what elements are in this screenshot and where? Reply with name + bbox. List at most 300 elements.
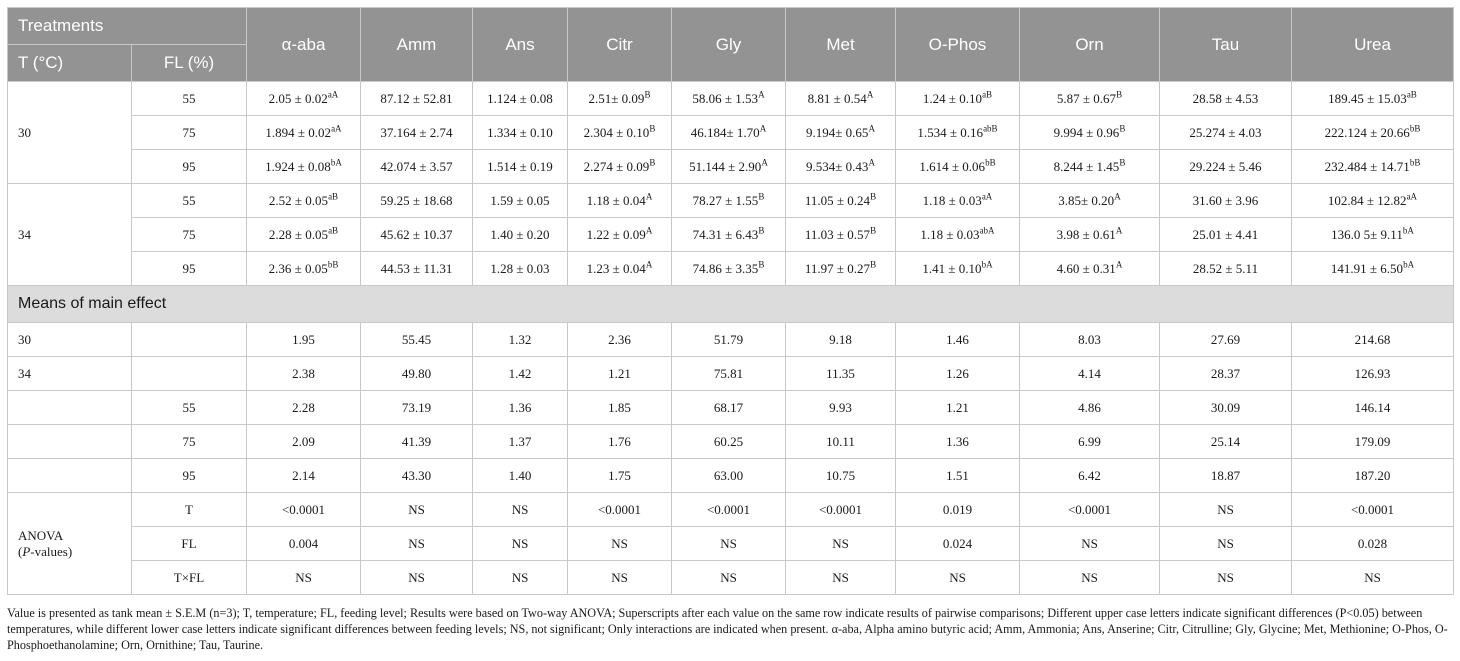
value-text: 11.05 ± 0.24 — [804, 192, 871, 208]
value-text: 1.23 ± 0.04 — [586, 260, 646, 276]
value-text: 46.184± 1.70 — [690, 124, 760, 140]
value-cell: 51.79 — [672, 323, 786, 357]
value-cell — [1160, 218, 1292, 252]
header-treatments: Treatments — [8, 8, 247, 45]
value-cell — [896, 184, 1020, 218]
value-cell: 10.75 — [786, 459, 896, 493]
table-row — [8, 357, 1454, 391]
value-cell — [1160, 252, 1292, 286]
superscript-letters: bA — [981, 259, 993, 270]
value-text: 2.274 ± 0.09 — [583, 158, 650, 174]
value-text: 1.18 ± 0.03 — [920, 226, 980, 242]
value-text: 2.28 ± 0.05 — [268, 226, 329, 242]
value-cell — [672, 218, 786, 252]
fl-cell: 55 — [132, 391, 247, 425]
section-title: Means of main effect — [8, 286, 1454, 323]
value-text: 5.87 ± 0.67 — [1056, 90, 1117, 106]
value-cell — [473, 252, 568, 286]
header-col-amm: Amm — [361, 8, 473, 82]
value-cell — [672, 116, 786, 150]
value-cell — [1020, 184, 1160, 218]
superscript-letters: B — [758, 225, 765, 236]
value-cell: 2.09 — [247, 425, 361, 459]
value-cell: 11.35 — [786, 357, 896, 391]
value-cell — [786, 252, 896, 286]
value-text: 1.22 ± 0.09 — [586, 226, 646, 242]
fl-cell: 95 — [132, 150, 247, 184]
value-text: 232.484 ± 14.71 — [1324, 158, 1410, 174]
value-cell: 28.37 — [1160, 357, 1292, 391]
value-cell: 1.21 — [896, 391, 1020, 425]
value-text: 8.244 ± 1.45 — [1053, 158, 1120, 174]
p-value-cell: <0.0001 — [247, 493, 361, 527]
value-cell — [1292, 184, 1454, 218]
value-text: 51.144 ± 2.90 — [689, 158, 762, 174]
value-cell — [473, 150, 568, 184]
value-cell — [672, 252, 786, 286]
p-value-cell: NS — [568, 561, 672, 595]
header-col-citr: Citr — [568, 8, 672, 82]
value-text: 44.53 ± 11.31 — [380, 260, 453, 276]
value-text: 1.124 ± 0.08 — [487, 90, 553, 106]
value-cell: 1.75 — [568, 459, 672, 493]
header-col-urea: Urea — [1292, 8, 1454, 82]
value-text: 102.84 ± 12.82 — [1327, 192, 1407, 208]
value-cell: 187.20 — [1292, 459, 1454, 493]
p-value-cell: NS — [473, 493, 568, 527]
superscript-letters: B — [758, 259, 765, 270]
value-text: 11.03 ± 0.57 — [804, 226, 871, 242]
table-row — [8, 391, 1454, 425]
superscript-letters: aB — [1406, 89, 1417, 100]
p-value-cell: 0.004 — [247, 527, 361, 561]
superscript-letters: bA — [1403, 259, 1415, 270]
value-cell: 43.30 — [361, 459, 473, 493]
header-col-tau: Tau — [1160, 8, 1292, 82]
value-cell: 1.95 — [247, 323, 361, 357]
p-value-cell: NS — [1160, 527, 1292, 561]
superscript-letters: B — [870, 259, 877, 270]
value-text: 25.01 ± 4.41 — [1192, 226, 1259, 242]
value-cell: 63.00 — [672, 459, 786, 493]
value-cell: 2.28 — [247, 391, 361, 425]
value-cell — [1020, 82, 1160, 116]
temp-cell: 34 — [8, 357, 132, 391]
value-cell — [786, 184, 896, 218]
fl-cell: 75 — [132, 218, 247, 252]
table-row — [8, 184, 1454, 218]
table-row — [8, 150, 1454, 184]
superscript-letters: B — [644, 89, 651, 100]
value-text: 74.31 ± 6.43 — [692, 226, 759, 242]
table-row — [8, 218, 1454, 252]
value-text: 1.334 ± 0.10 — [487, 124, 553, 140]
table-row — [8, 561, 1454, 595]
fl-cell — [132, 323, 247, 357]
value-cell — [361, 150, 473, 184]
value-text: 11.97 ± 0.27 — [804, 260, 871, 276]
value-cell: 8.03 — [1020, 323, 1160, 357]
value-text: 9.534± 0.43 — [806, 158, 869, 174]
value-text: 1.59 ± 0.05 — [490, 192, 550, 208]
value-cell — [568, 218, 672, 252]
value-cell: 10.11 — [786, 425, 896, 459]
value-text: 45.62 ± 10.37 — [380, 226, 453, 242]
superscript-letters: abB — [983, 123, 998, 134]
value-text: 1.924 ± 0.08 — [265, 158, 331, 174]
superscript-letters: aA — [1406, 191, 1418, 202]
p-value-cell: NS — [672, 527, 786, 561]
value-cell: 75.81 — [672, 357, 786, 391]
value-text: 25.274 ± 4.03 — [1189, 124, 1262, 140]
superscript-letters: aA — [981, 191, 993, 202]
header-col-aaba: α-aba — [247, 8, 361, 82]
value-cell — [1160, 82, 1292, 116]
value-cell — [786, 150, 896, 184]
p-value-cell: <0.0001 — [786, 493, 896, 527]
value-cell — [1020, 218, 1160, 252]
value-cell: 25.14 — [1160, 425, 1292, 459]
header-col-gly: Gly — [672, 8, 786, 82]
superscript-letters: aB — [328, 225, 339, 236]
amino-acid-table — [7, 7, 1454, 595]
value-cell: 60.25 — [672, 425, 786, 459]
fl-cell: 95 — [132, 459, 247, 493]
value-cell: 1.32 — [473, 323, 568, 357]
value-text: 222.124 ± 20.66 — [1324, 124, 1410, 140]
value-text: 1.18 ± 0.03 — [922, 192, 982, 208]
superscript-letters: A — [1114, 191, 1121, 202]
p-value-cell: NS — [1020, 561, 1160, 595]
value-cell: 1.37 — [473, 425, 568, 459]
value-text: 1.28 ± 0.03 — [490, 260, 550, 276]
fl-cell — [132, 357, 247, 391]
value-cell — [1160, 150, 1292, 184]
table-row — [8, 82, 1454, 116]
anova-label-line1: ANOVA — [18, 527, 64, 543]
value-cell: 30.09 — [1160, 391, 1292, 425]
table-row — [8, 459, 1454, 493]
value-cell — [247, 150, 361, 184]
value-cell: 73.19 — [361, 391, 473, 425]
value-cell: 1.51 — [896, 459, 1020, 493]
p-value-cell: NS — [568, 527, 672, 561]
value-cell: 55.45 — [361, 323, 473, 357]
p-value-cell: 0.024 — [896, 527, 1020, 561]
value-cell: 1.26 — [896, 357, 1020, 391]
superscript-letters: B — [1119, 123, 1126, 134]
temp-cell: 34 — [8, 184, 132, 286]
header-col-ans: Ans — [473, 8, 568, 82]
value-text: 28.58 ± 4.53 — [1192, 90, 1259, 106]
p-value-cell: 0.028 — [1292, 527, 1454, 561]
value-cell: 6.99 — [1020, 425, 1160, 459]
value-text: 9.994 ± 0.96 — [1053, 124, 1120, 140]
p-value-cell: NS — [896, 561, 1020, 595]
value-text: 3.85± 0.20 — [1058, 192, 1115, 208]
value-text: 2.36 ± 0.05 — [268, 260, 328, 276]
header-t: T (°C) — [8, 45, 132, 82]
value-cell: 9.18 — [786, 323, 896, 357]
value-text: 1.24 ± 0.10 — [922, 90, 983, 106]
header-col-met: Met — [786, 8, 896, 82]
value-text: 1.614 ± 0.06 — [919, 158, 986, 174]
value-cell: 49.80 — [361, 357, 473, 391]
superscript-letters: A — [645, 225, 653, 236]
value-cell: 1.85 — [568, 391, 672, 425]
value-cell — [568, 252, 672, 286]
value-text: 37.164 ± 2.74 — [380, 124, 453, 140]
value-cell — [1292, 82, 1454, 116]
value-cell — [568, 116, 672, 150]
value-text: 189.45 ± 15.03 — [1328, 90, 1407, 106]
value-text: 1.41 ± 0.10 — [922, 260, 982, 276]
p-value-cell: <0.0001 — [1020, 493, 1160, 527]
value-cell — [786, 218, 896, 252]
table-body — [8, 82, 1454, 595]
p-value-cell: NS — [1160, 561, 1292, 595]
superscript-letters: bB — [985, 157, 996, 168]
superscript-letters: A — [645, 191, 653, 202]
p-value-cell: NS — [361, 493, 473, 527]
value-cell: 18.87 — [1160, 459, 1292, 493]
value-text: 3.98 ± 0.61 — [1056, 226, 1116, 242]
superscript-letters: aB — [982, 89, 993, 100]
p-value-cell: <0.0001 — [568, 493, 672, 527]
value-cell — [361, 252, 473, 286]
anova-factor: FL — [132, 527, 247, 561]
superscript-letters: aB — [328, 191, 339, 202]
value-text: 2.304 ± 0.10 — [583, 124, 650, 140]
fl-cell: 75 — [132, 116, 247, 150]
value-cell: 1.76 — [568, 425, 672, 459]
p-value-cell: NS — [786, 527, 896, 561]
value-text: 59.25 ± 18.68 — [380, 192, 453, 208]
value-cell: 4.86 — [1020, 391, 1160, 425]
value-text: 78.27 ± 1.55 — [692, 192, 759, 208]
value-text: 136.0 5± 9.11 — [1331, 226, 1403, 242]
value-text: 9.194± 0.65 — [806, 124, 869, 140]
anova-factor: T — [132, 493, 247, 527]
value-cell: 2.38 — [247, 357, 361, 391]
superscript-letters: A — [866, 89, 874, 100]
value-cell: 126.93 — [1292, 357, 1454, 391]
fl-cell: 95 — [132, 252, 247, 286]
value-cell — [473, 218, 568, 252]
value-text: 1.894 ± 0.02 — [265, 124, 332, 140]
table-row — [8, 116, 1454, 150]
superscript-letters: B — [870, 191, 877, 202]
superscript-letters: B — [649, 157, 656, 168]
fl-cell: 75 — [132, 425, 247, 459]
superscript-letters: B — [649, 123, 656, 134]
value-text: 31.60 ± 3.96 — [1192, 192, 1259, 208]
superscript-letters: A — [759, 123, 767, 134]
value-cell — [1160, 184, 1292, 218]
value-cell — [247, 252, 361, 286]
superscript-letters: bB — [1409, 157, 1421, 168]
p-value-cell: NS — [672, 561, 786, 595]
superscript-letters: bA — [330, 157, 342, 168]
temp-cell: 30 — [8, 323, 132, 357]
value-cell — [247, 116, 361, 150]
superscript-letters: B — [870, 225, 877, 236]
anova-label-p: P — [22, 543, 31, 559]
value-text: 74.86 ± 3.35 — [692, 260, 759, 276]
value-cell — [672, 82, 786, 116]
value-cell: 68.17 — [672, 391, 786, 425]
value-cell — [896, 218, 1020, 252]
value-cell: 146.14 — [1292, 391, 1454, 425]
table-row — [8, 493, 1454, 527]
value-cell: 179.09 — [1292, 425, 1454, 459]
value-text: 2.05 ± 0.02 — [268, 90, 328, 106]
value-cell — [473, 184, 568, 218]
header-col-ophos: O-Phos — [896, 8, 1020, 82]
p-value-cell: NS — [247, 561, 361, 595]
anova-label-open: ( — [18, 543, 23, 559]
value-cell — [896, 150, 1020, 184]
superscript-letters: aA — [327, 89, 339, 100]
value-cell — [361, 184, 473, 218]
value-cell: 1.21 — [568, 357, 672, 391]
value-text: 1.534 ± 0.16 — [917, 124, 984, 140]
value-cell: 1.36 — [896, 425, 1020, 459]
value-text: 8.81 ± 0.54 — [807, 90, 867, 106]
header-col-orn: Orn — [1020, 8, 1160, 82]
p-value-cell: NS — [473, 561, 568, 595]
value-cell — [247, 82, 361, 116]
table-row — [8, 527, 1454, 561]
p-value-cell: NS — [361, 527, 473, 561]
value-text: 1.514 ± 0.19 — [487, 158, 553, 174]
section-header-row — [8, 286, 1454, 323]
anova-label — [8, 493, 132, 595]
table-container — [7, 7, 1453, 653]
fl-cell: 55 — [132, 184, 247, 218]
value-cell — [568, 184, 672, 218]
value-text: 1.40 ± 0.20 — [490, 226, 550, 242]
value-cell — [786, 116, 896, 150]
superscript-letters: B — [758, 191, 765, 202]
value-cell: 27.69 — [1160, 323, 1292, 357]
temp-cell — [8, 391, 132, 425]
value-cell — [1292, 116, 1454, 150]
table-row — [8, 425, 1454, 459]
p-value-cell: <0.0001 — [672, 493, 786, 527]
superscript-letters: A — [1115, 259, 1123, 270]
anova-factor: T×FL — [132, 561, 247, 595]
temp-cell — [8, 425, 132, 459]
value-cell — [1160, 116, 1292, 150]
superscript-letters: A — [868, 123, 875, 134]
superscript-letters: bB — [1409, 123, 1421, 134]
value-text: 29.224 ± 5.46 — [1189, 158, 1262, 174]
value-cell — [786, 82, 896, 116]
value-cell — [473, 116, 568, 150]
value-cell — [568, 150, 672, 184]
p-value-cell: <0.0001 — [1292, 493, 1454, 527]
value-cell: 2.36 — [568, 323, 672, 357]
value-cell — [361, 82, 473, 116]
superscript-letters: A — [1115, 225, 1123, 236]
value-cell — [361, 218, 473, 252]
superscript-letters: aA — [331, 123, 342, 134]
superscript-letters: B — [1119, 157, 1126, 168]
p-value-cell: NS — [1160, 493, 1292, 527]
value-cell: 1.40 — [473, 459, 568, 493]
anova-label-rest: -values) — [30, 543, 73, 559]
p-value-cell: NS — [473, 527, 568, 561]
p-value-cell: 0.019 — [896, 493, 1020, 527]
table-row — [8, 323, 1454, 357]
value-cell: 1.42 — [473, 357, 568, 391]
value-text: 1.18 ± 0.04 — [586, 192, 646, 208]
value-cell — [1020, 252, 1160, 286]
value-text: 4.60 ± 0.31 — [1056, 260, 1116, 276]
value-cell — [568, 82, 672, 116]
superscript-letters: B — [1116, 89, 1123, 100]
superscript-letters: bA — [1402, 225, 1414, 236]
value-cell: 41.39 — [361, 425, 473, 459]
value-text: 2.52 ± 0.05 — [268, 192, 329, 208]
value-cell — [896, 82, 1020, 116]
superscript-letters: bB — [327, 259, 339, 270]
value-text: 28.52 ± 5.11 — [1192, 260, 1259, 276]
p-value-cell: NS — [361, 561, 473, 595]
value-cell — [1020, 150, 1160, 184]
value-cell — [1292, 150, 1454, 184]
value-cell — [672, 150, 786, 184]
value-cell — [672, 184, 786, 218]
value-cell — [473, 82, 568, 116]
value-cell — [1020, 116, 1160, 150]
value-cell: 6.42 — [1020, 459, 1160, 493]
value-text: 2.51± 0.09 — [588, 90, 645, 106]
temp-cell: 30 — [8, 82, 132, 184]
value-cell: 1.46 — [896, 323, 1020, 357]
superscript-letters: abA — [979, 225, 995, 236]
value-cell — [361, 116, 473, 150]
value-cell — [1292, 218, 1454, 252]
value-text: 42.074 ± 3.57 — [380, 158, 453, 174]
value-text: 141.91 ± 6.50 — [1330, 260, 1404, 276]
p-value-cell: NS — [1020, 527, 1160, 561]
superscript-letters: A — [645, 259, 653, 270]
superscript-letters: A — [758, 89, 765, 100]
superscript-letters: A — [761, 157, 768, 168]
value-cell: 214.68 — [1292, 323, 1454, 357]
value-cell — [896, 116, 1020, 150]
table-footnote: Value is presented as tank mean ± S.E.M (n=3); T, temperature; FL, feeding level; Results were based on Two-way ANOVA; Superscripts after each value on the same row indicate results of pairwise comparisons; Different upper case letters indicate significant differences (P<0.05) between temperatures, while different lower case letters indicate significant differences between feeding levels; NS, not significant; Only interactions are indicated when present. α-aba, Alpha amino butyric acid; Amm, Ammonia; Ans, Anserine; Citr, Citrulline; Gly, Glycine; Met, Methionine; O-Phos, O-Phosphoethanolamine; Orn, Ornithine; Tau, Taurine. — [7, 606, 1448, 652]
p-value-cell: NS — [786, 561, 896, 595]
value-cell: 4.14 — [1020, 357, 1160, 391]
temp-cell — [8, 459, 132, 493]
p-value-cell: NS — [1292, 561, 1454, 595]
value-cell — [247, 218, 361, 252]
value-cell: 2.14 — [247, 459, 361, 493]
value-cell: 9.93 — [786, 391, 896, 425]
value-cell — [247, 184, 361, 218]
header-fl: FL (%) — [132, 45, 247, 82]
value-text: 58.06 ± 1.53 — [692, 90, 759, 106]
value-text: 87.12 ± 52.81 — [380, 90, 453, 106]
fl-cell: 55 — [132, 82, 247, 116]
table-row — [8, 252, 1454, 286]
superscript-letters: A — [868, 157, 875, 168]
value-cell — [896, 252, 1020, 286]
value-cell: 1.36 — [473, 391, 568, 425]
